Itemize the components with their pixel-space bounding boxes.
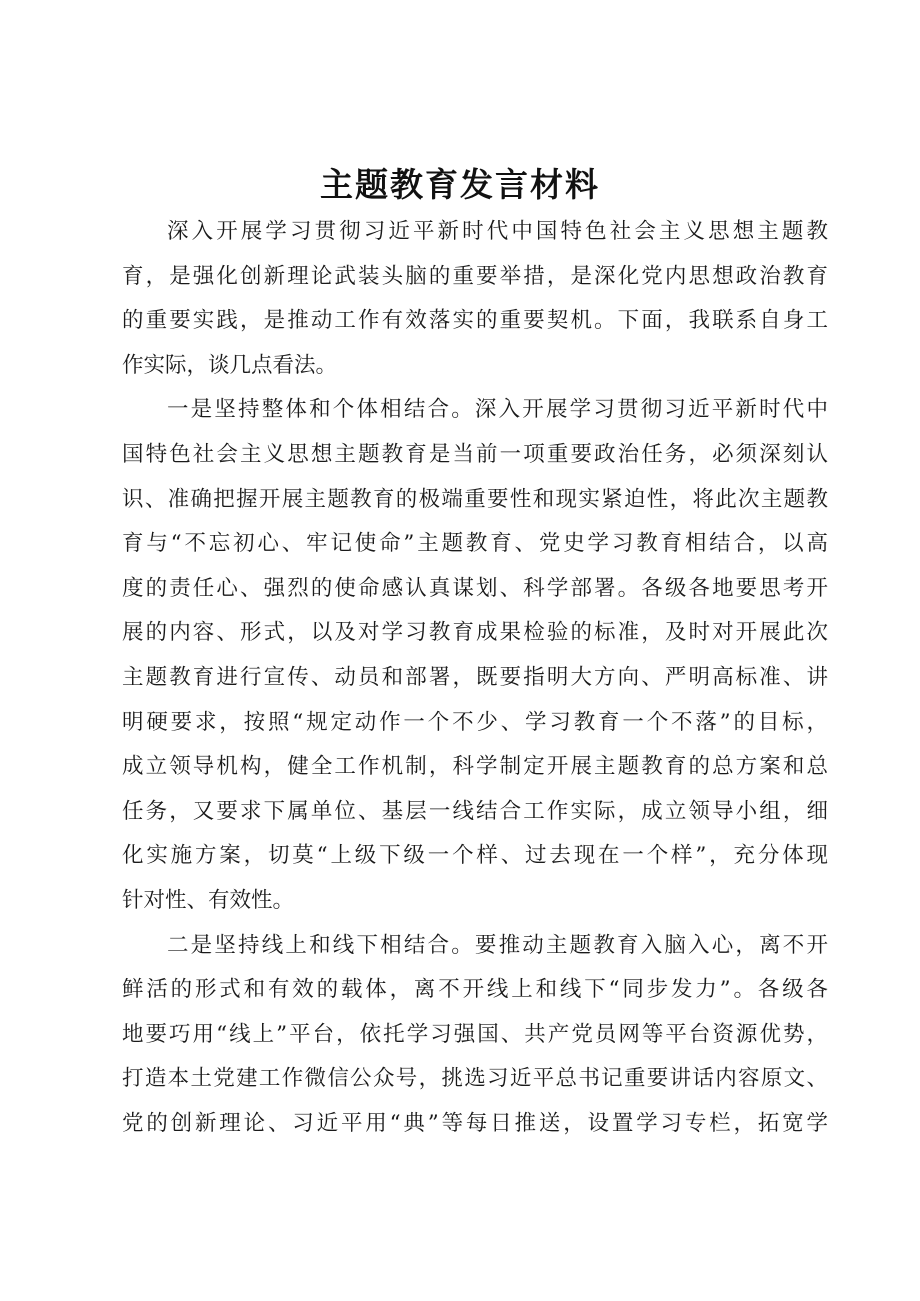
text-line: 育与“不忘初心、牢记使命”主题教育、党史学习教育相结合，以高	[122, 531, 828, 557]
text-line: 明硬要求，按照“规定动作一个不少、学习教育一个不落”的目标，	[122, 709, 828, 735]
text-line: 度的责任心、强烈的使命感认真谋划、科学部署。各级各地要思考开	[122, 575, 828, 601]
document-body	[122, 210, 828, 1146]
document-title: 主题教育发言材料	[320, 165, 600, 204]
text-line: 成立领导机构，健全工作机制，科学制定开展主题教育的总方案和总	[122, 754, 828, 780]
text-line: 鲜活的形式和有效的载体，离不开线上和线下“同步发力”。各级各	[122, 977, 828, 1003]
text-line: 一是坚持整体和个体相结合。深入开展学习贯彻习近平新时代中	[167, 397, 828, 423]
text-line: 任务，又要求下属单位、基层一线结合工作实际，成立领导小组，细	[122, 798, 828, 824]
paragraph-point-one	[122, 388, 828, 923]
text-line: 主题教育进行宣传、动员和部署，既要指明大方向、严明高标准、讲	[122, 664, 828, 690]
paragraph-point-two	[122, 924, 828, 1147]
text-line: 育，是强化创新理论武装头脑的重要举措，是深化党内思想政治教育	[122, 263, 828, 289]
text-line: 地要巧用“线上”平台，依托学习强国、共产党员网等平台资源优势，	[122, 1021, 828, 1047]
text-line: 二是坚持线上和线下相结合。要推动主题教育入脑入心，离不开	[167, 932, 828, 958]
text-line: 化实施方案，切莫“上级下级一个样、过去现在一个样”，充分体现	[122, 843, 828, 869]
paragraph-intro	[122, 210, 828, 388]
text-line: 作实际，谈几点看法。	[122, 352, 338, 378]
text-line: 展的内容、形式，以及对学习教育成果检验的标准，及时对开展此次	[122, 620, 828, 646]
text-line: 识、准确把握开展主题教育的极端重要性和现实紧迫性，将此次主题教	[122, 486, 828, 512]
text-line: 针对性、有效性。	[122, 887, 295, 913]
text-line: 打造本土党建工作微信公众号，挑选习近平总书记重要讲话内容原文、	[122, 1066, 828, 1092]
text-line: 国特色社会主义思想主题教育是当前一项重要政治任务，必须深刻认	[122, 441, 828, 467]
text-line: 的重要实践，是推动工作有效落实的重要契机。下面，我联系自身工	[122, 308, 828, 334]
text-line: 党的创新理论、习近平用“典”等每日推送，设置学习专栏，拓宽学	[122, 1110, 828, 1136]
text-line: 深入开展学习贯彻习近平新时代中国特色社会主义思想主题教	[167, 219, 828, 244]
